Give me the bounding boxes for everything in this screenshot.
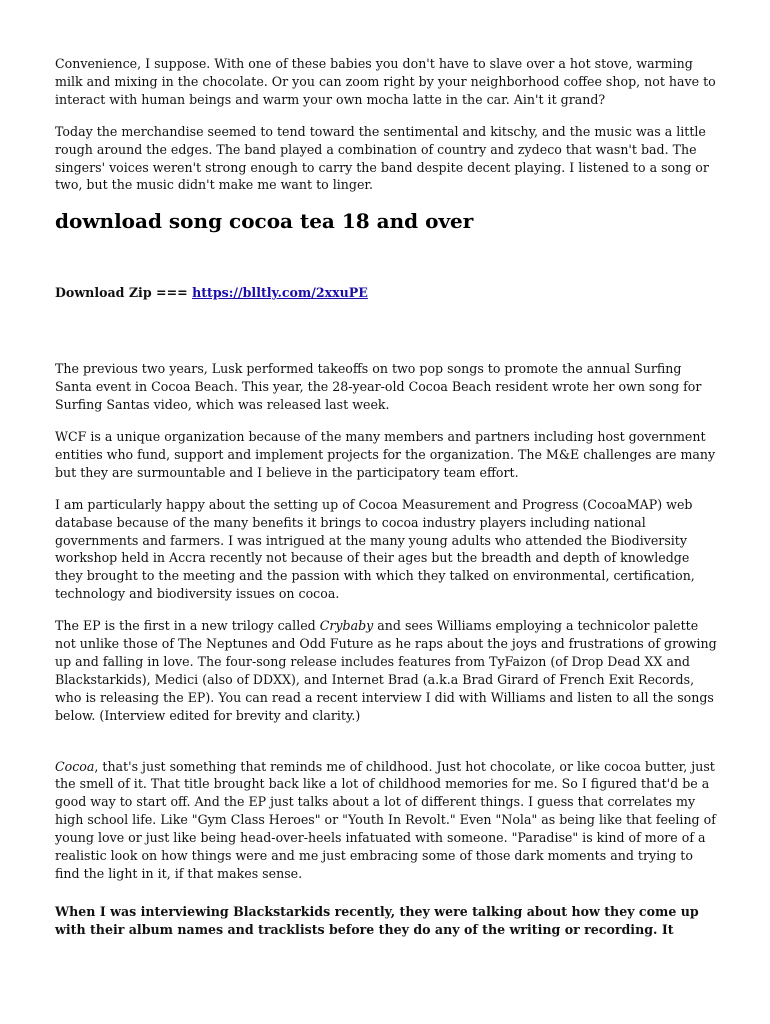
paragraph-merchandise: Today the merchandise seemed to tend toward the sentimental and kitschy, and the music was a little rough around the edges. The band played a combination of country and zydeco that wasn't bad. The singers' voices weren't strong enough to carry the band despite decent playing. I listened to a song or two, but the music didn't make me want to linger. — [55, 123, 709, 193]
download-line — [55, 284, 720, 302]
download-link[interactable]: https://blltly.com/2xxuPE — [192, 285, 368, 301]
paragraph-ep — [55, 617, 720, 724]
page-heading: download song cocoa tea 18 and over — [55, 209, 474, 234]
spacer — [55, 302, 720, 360]
ep-text-part1: The EP is the first in a new trilogy called — [55, 618, 320, 634]
paragraph-wcf: WCF is a unique organization because of the many members and partners including host government entities who fund, support and implement projects for the organization. The M&E challenges are many but they are surmountable and I believe in the participatory team effort. — [55, 428, 716, 480]
cocoa-answer-text: , that's just something that reminds me of childhood. Just hot chocolate, or like cocoa butter, just the smell of it. That title brought back like a lot of childhood memories for me. So I figured that'd be a good way to start off. And the EP just talks about a lot of different things. I guess that correlates my high school life. Like "Gym Class Heroes" or "Youth In Revolt." Even "Nola" as being like that feeling of young love or just like being head-over-heels infatuated with someone. "Paradise" is kind of more of a realistic look on how things were and me just embracing some of those dark moments and trying to find the light in it, if that makes sense. — [55, 758, 716, 881]
download-label: Download Zip === — [55, 285, 188, 301]
paragraph-cocoamap: I am particularly happy about the setting up of Cocoa Measurement and Progress (CocoaMAP) web database because of the many benefits it brings to cocoa industry players including national governments and farmers. I was intrigued at the many young adults who attended the Biodiversity workshop held in Accra recently not because of their ages but the breadth and depth of knowledge they brought to the meeting and the passion with which they talked on environmental, certification, technology and biodiversity issues on cocoa. — [55, 496, 695, 602]
ep-text-part2: and sees Williams employing a technicolor palette not unlike those of The Neptunes and Odd Future as he raps about the joys and frustrations of growing up and falling in love. The four-song release includes features from TyFaizon (of Drop Dead XX and Blackstarkids), Medici (also of DDXX), and Internet Brad (a.k.a Brad Girard of French Exit Records, who is releasing the EP). You can read a recent interview I did with Williams and listen to all the songs below. (Interview edited for brevity and clarity.) — [55, 618, 717, 723]
cocoa-title: Cocoa — [55, 758, 95, 774]
paragraph-cocoa-answer — [55, 758, 720, 883]
paragraph-lusk: The previous two years, Lusk performed takeoffs on two pop songs to promote the annual Surfing Santa event in Cocoa Beach. This year, the 28-year-old Cocoa Beach resident wrote her own song for Surfing Santas video, which was released last week. — [55, 361, 702, 413]
ep-title-crybaby: Crybaby — [319, 618, 374, 634]
interview-question: When I was interviewing Blackstarkids recently, they were talking about how they come up with their album names and tracklists before they do any of the writing or recording. It — [55, 903, 699, 937]
paragraph-convenience: Convenience, I suppose. With one of these babies you don't have to slave over a hot stove, warming milk and mixing in the chocolate. Or you can zoom right by your neighborhood coffee shop, not have to interact with human beings and warm your own mocha latte in the car. Ain't it grand? — [55, 56, 716, 107]
document-page — [55, 55, 720, 953]
spacer — [55, 739, 720, 758]
